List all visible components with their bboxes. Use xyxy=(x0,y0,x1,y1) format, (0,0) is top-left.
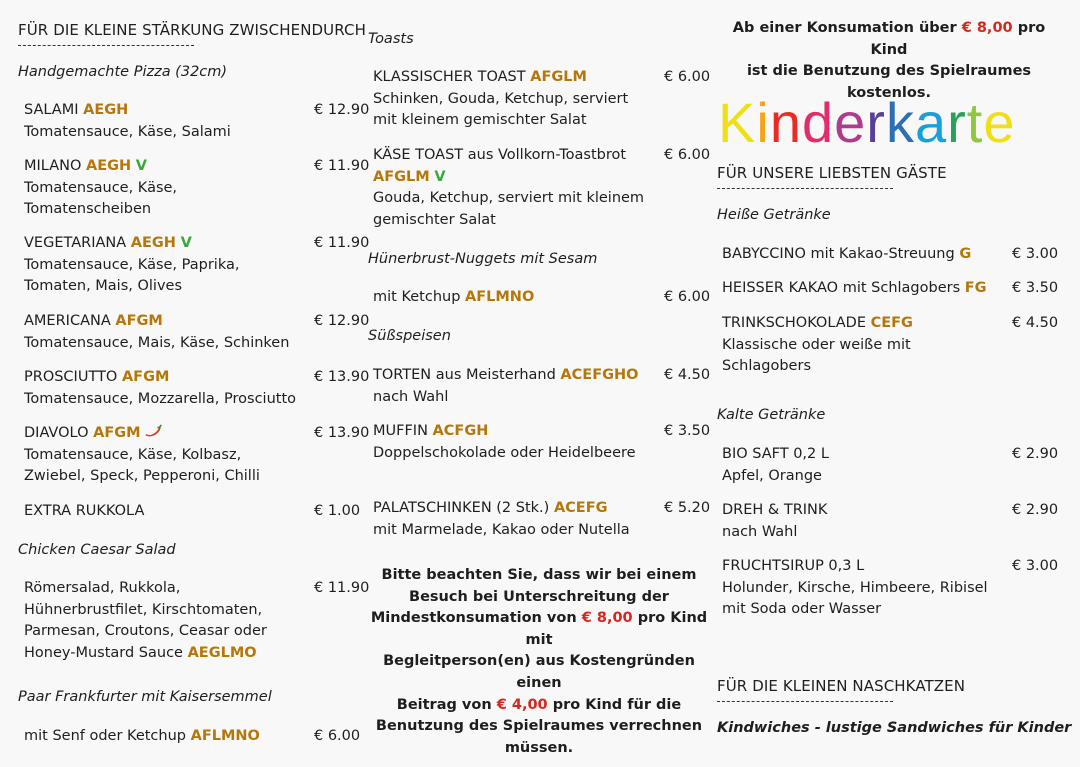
menu-item-torten: TORTEN aus Meisterhand ACEFGHO nach Wahl xyxy=(373,367,639,405)
price-extra-rukkola: € 1.00 xyxy=(314,503,361,519)
page-title xyxy=(718,93,1015,153)
menu-item-babyccino: BABYCCINO mit Kakao-Streuung G xyxy=(722,246,972,262)
category-toasts: Toasts xyxy=(368,31,414,47)
price-americana: € 12.90 xyxy=(314,313,370,329)
menu-item-frankfurter: mit Senf oder Ketchup AFLMNO xyxy=(24,728,260,744)
category-nuggets: Hünerbrust-Nuggets mit Sesam xyxy=(368,251,598,267)
price-diavolo: € 13.90 xyxy=(314,425,370,441)
price-kaese-toast: € 6.00 xyxy=(664,147,711,163)
price-heisser-kakao: € 3.50 xyxy=(1012,280,1059,296)
section-title-gaeste: FÜR UNSERE LIEBSTEN GÄSTE xyxy=(717,163,947,189)
playroom-notice: Ab einer Konsumation über € 8,00 pro Kind ist die Benutzung des Spielraumes kostenlos. xyxy=(732,20,1046,101)
category-kalte-getraenke: Kalte Getränke xyxy=(717,407,826,423)
price-torten: € 4.50 xyxy=(664,367,711,383)
title-letter: K xyxy=(718,91,757,154)
price-prosciutto: € 13.90 xyxy=(314,369,370,385)
menu-item-prosciutto: PROSCIUTTO AFGM Tomatensauce, Mozzarella, Prosciutto xyxy=(24,369,297,407)
menu-item-extra-rukkola: EXTRA RUKKOLA xyxy=(24,503,145,519)
category-frankfurter: Paar Frankfurter mit Kaisersemmel xyxy=(18,689,272,705)
price-milano: € 11.90 xyxy=(314,158,370,174)
price-bio-saft: € 2.90 xyxy=(1012,446,1059,462)
category-caesar: Chicken Caesar Salad xyxy=(18,542,176,558)
price-salami: € 12.90 xyxy=(314,102,370,118)
menu-item-fruchtsirup: FRUCHTSIRUP 0,3 L Holunder, Kirsche, Himbeere, Ribisel mit Soda oder Wasser xyxy=(722,558,988,617)
price-klassischer-toast: € 6.00 xyxy=(664,69,711,85)
price-fruchtsirup: € 3.00 xyxy=(1012,558,1059,574)
title-letter: r xyxy=(866,91,886,154)
category-heisse-getraenke: Heiße Getränke xyxy=(717,207,831,223)
price-dreh-trink: € 2.90 xyxy=(1012,502,1059,518)
menu-item-milano: MILANO AEGH V Tomatensauce, Käse, Tomatenscheiben xyxy=(24,158,178,217)
price-palatschinken: € 5.20 xyxy=(664,500,711,516)
menu-item-kaese-toast: KÄSE TOAST aus Vollkorn-Toastbrot AFGLM V Gouda, Ketchup, serviert mit kleinem gemischter Salat xyxy=(373,147,645,228)
menu-item-bio-saft: BIO SAFT 0,2 L Apfel, Orange xyxy=(722,446,829,484)
menu-item-nuggets: mit Ketchup AFLMNO xyxy=(373,289,535,305)
title-letter: a xyxy=(914,91,948,154)
section-title-naschkatzen: FÜR DIE KLEINEN NASCHKATZEN xyxy=(717,676,965,702)
menu-item-trinkschokolade: TRINKSCHOKOLADE CEFG Klassische oder weiße mit Schlagobers xyxy=(722,315,913,374)
menu-item-salami: SALAMI AEGH Tomatensauce, Käse, Salami xyxy=(24,102,231,140)
menu-item-americana: AMERICANA AFGM Tomatensauce, Mais, Käse, Schinken xyxy=(24,313,290,351)
minimum-consumption-notice: Bitte beachten Sie, dass wir bei einem Besuch bei Unterschreitung der Mindestkonsumation von € 8,00 pro Kind mit Begleitperson(en) aus Kostengründen einen Beitrag von € 4,00 pro Kind für die Benutzung des Spielraumes verrechnen müssen. xyxy=(370,567,708,756)
price-nuggets: € 6.00 xyxy=(664,289,711,305)
category-pizza: Handgemachte Pizza (32cm) xyxy=(18,64,228,80)
title-letter: i xyxy=(756,91,770,154)
menu-item-heisser-kakao: HEISSER KAKAO mit Schlagobers FG xyxy=(722,280,987,296)
menu-item-caesar: Römersalad, Rukkola, Hühnerbrustfilet, Kirschtomaten, Parmesan, Croutons, Ceasar oder Honey-Mustard Sauce AEGLMO xyxy=(24,580,267,661)
title-letter: e xyxy=(983,91,1016,154)
title-letter: e xyxy=(834,91,867,154)
kindwiches-heading: Kindwiches - lustige Sandwiches für Kinder xyxy=(717,720,1072,736)
price-caesar: € 11.90 xyxy=(314,580,370,596)
menu-item-diavolo: DIAVOLO AFGM Tomatensauce, Käse, Kolbasz, Zwiebel, Speck, Pepperoni, Chilli xyxy=(24,425,260,484)
title-letter: t xyxy=(966,91,984,154)
category-suessspeisen: Süßspeisen xyxy=(368,328,451,344)
menu-item-dreh-trink: DREH & TRINK nach Wahl xyxy=(722,502,828,540)
menu-item-muffin: MUFFIN ACFGH Doppelschokolade oder Heidelbeere xyxy=(373,423,636,461)
price-vegetariana: € 11.90 xyxy=(314,235,370,251)
chili-pepper-icon xyxy=(144,424,162,438)
price-trinkschokolade: € 4.50 xyxy=(1012,315,1059,331)
price-muffin: € 3.50 xyxy=(664,423,711,439)
menu-item-vegetariana: VEGETARIANA AEGH V Tomatensauce, Käse, Paprika, Tomaten, Mais, Olives xyxy=(24,235,240,294)
price-frankfurter: € 6.00 xyxy=(314,728,361,744)
title-letter: d xyxy=(801,91,835,154)
title-letter: n xyxy=(769,91,802,154)
title-letter: k xyxy=(885,91,915,154)
price-babyccino: € 3.00 xyxy=(1012,246,1059,262)
title-letter: r xyxy=(947,91,967,154)
section-title-staerkung: FÜR DIE KLEINE STÄRKUNG ZWISCHENDURCH xyxy=(18,20,366,46)
menu-item-klassischer-toast: KLASSISCHER TOAST AFGLM Schinken, Gouda, Ketchup, serviert mit kleinem gemischter Salat xyxy=(373,69,629,128)
menu-item-palatschinken: PALATSCHINKEN (2 Stk.) ACEFG mit Marmelade, Kakao oder Nutella xyxy=(373,500,630,538)
